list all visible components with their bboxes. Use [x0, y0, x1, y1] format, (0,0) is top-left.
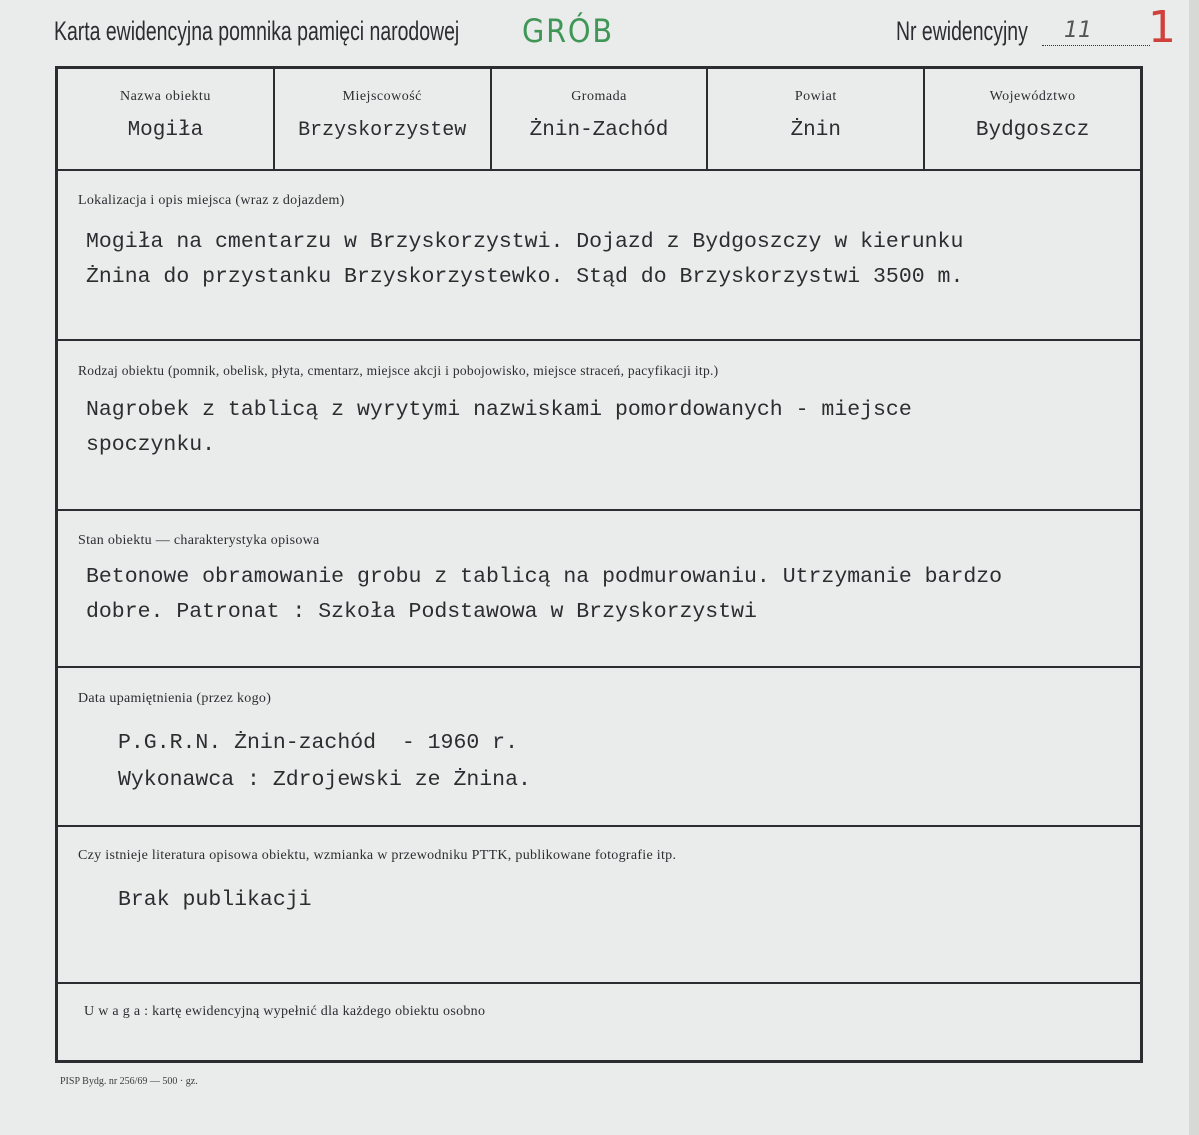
- uwaga-note: U w a g a : kartę ewidencyjną wypełnić dla każdego obiektu osobno: [84, 1004, 486, 1019]
- literatura-label: Czy istnieje literatura opisowa obiektu, wzmianka w przewodniku PTTK, publikowane fotografie itp.: [78, 848, 677, 863]
- divider: [58, 509, 1140, 511]
- rodzaj-label: Rodzaj obiektu (pomnik, obelisk, płyta, cmentarz, miejsce akcji i pobojowisko, miejsce straceń, pacyfikacji itp.): [78, 363, 719, 378]
- form-card: [55, 66, 1143, 1063]
- nr-value: 11: [1064, 18, 1092, 43]
- field-nazwa-obiektu: [58, 69, 275, 169]
- field-gromada: [492, 69, 709, 169]
- lokalizacja-line-1: Mogiła na cmentarzu w Brzyskorzystwi. Dojazd z Bydgoszczy w kierunku: [86, 230, 964, 254]
- field-miejscowosc: [275, 69, 492, 169]
- stan-line-1: Betonowe obramowanie grobu z tablicą na podmurowaniu. Utrzymanie bardzo: [86, 565, 1003, 589]
- data-line-2: Wykonawca : Zdrojewski ze Żnina.: [118, 768, 531, 792]
- field-value: Mogiła: [127, 119, 204, 142]
- paper-edge: [1189, 0, 1199, 1135]
- lokalizacja-label: Lokalizacja i opis miejsca (wraz z dojazdem): [78, 193, 345, 208]
- nr-dotted-line: [1042, 45, 1150, 46]
- form-title: Karta ewidencyjna pomnika pamięci narodowej: [54, 16, 460, 46]
- lokalizacja-line-2: Żnina do przystanku Brzyskorzystewko. Stąd do Brzyskorzystwi 3500 m.: [86, 265, 964, 289]
- field-label: Województwo: [989, 89, 1076, 104]
- divider: [58, 339, 1140, 341]
- pencil-number: 1: [1148, 2, 1176, 53]
- rodzaj-line-2: spoczynku.: [86, 433, 216, 457]
- field-label: Miejscowość: [342, 89, 422, 104]
- nr-label: Nr ewidencyjny: [896, 16, 1028, 46]
- field-wojewodztwo: [925, 69, 1140, 169]
- field-label: Powiat: [794, 89, 837, 104]
- field-label: Nazwa obiektu: [119, 89, 211, 104]
- stan-label: Stan obiektu — charakterystyka opisowa: [78, 533, 320, 548]
- divider: [58, 825, 1140, 827]
- stan-line-2: dobre. Patronat : Szkoła Podstawowa w Brzyskorzystwi: [86, 600, 757, 624]
- data-label: Data upamiętnienia (przez kogo): [78, 691, 272, 706]
- top-fields-row: [58, 69, 1140, 169]
- print-info: PISP Bydg. nr 256/69 — 500 · gz.: [60, 1076, 198, 1087]
- field-value: Bydgoszcz: [975, 119, 1090, 142]
- field-value: Brzyskorzystew: [298, 119, 467, 142]
- divider: [58, 666, 1140, 668]
- divider: [58, 982, 1140, 984]
- literatura-line-1: Brak publikacji: [118, 888, 312, 912]
- handwritten-stamp-word: GRÓB: [522, 12, 614, 50]
- field-label: Gromada: [571, 89, 627, 104]
- field-value: Żnin: [790, 119, 841, 142]
- rodzaj-line-1: Nagrobek z tablicą z wyrytymi nazwiskami pomordowanych - miejsce: [86, 398, 912, 422]
- field-value: Żnin-Zachód: [529, 119, 669, 142]
- data-line-1: P.G.R.N. Żnin-zachód - 1960 r.: [118, 731, 518, 755]
- field-powiat: [708, 69, 925, 169]
- divider: [58, 169, 1140, 171]
